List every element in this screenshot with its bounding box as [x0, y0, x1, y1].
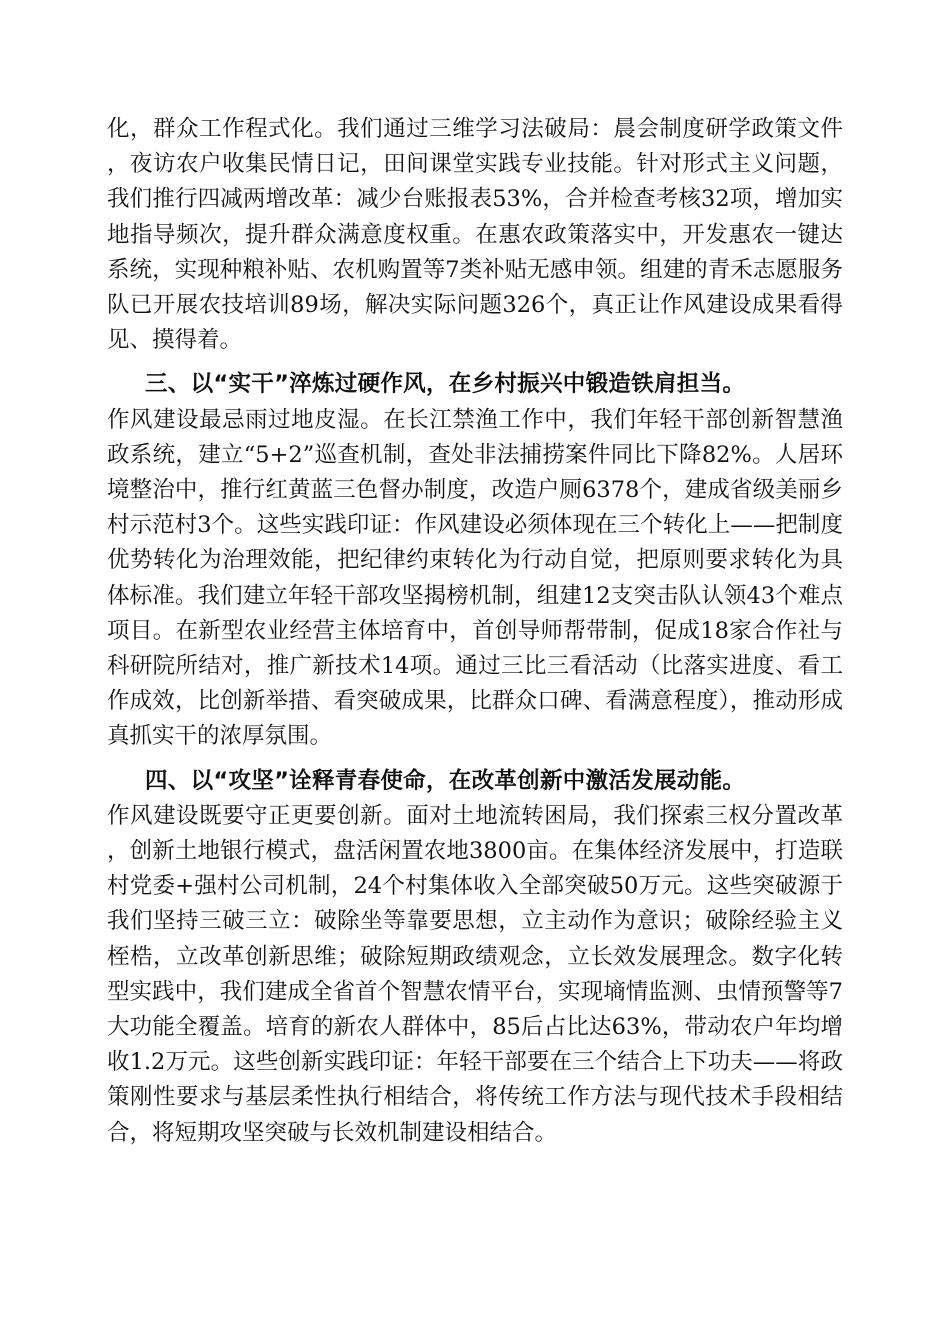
section-three	[107, 367, 843, 754]
section-four	[107, 764, 843, 1151]
section-heading-three: 三、以“实干”淬炼过硬作风，在乡村振兴中锻造铁肩担当。	[145, 371, 746, 398]
document-page	[107, 112, 843, 1160]
section-body-three: 作风建设最忌雨过地皮湿。在长江禁渔工作中，我们年轻干部创新智慧渔政系统，建立“5+2”巡查机制，查处非法捕捞案件同比下降82%。人居环境整治中，推行红黄蓝三色督办制度，改造户厕6378个，建成省级美丽乡村示范村3个。这些实践印证：作风建设必须体现在三个转化上——把制度优势转化为治理效能，把纪律约束转化为行动自觉，把原则要求转化为具体标准。我们建立年轻干部攻坚揭榜机制，组建12支突击队认领43个难点项目。在新型农业经营主体培育中，首创导师帮带制，促成18家合作社与科研院所结对，推广新技术14项。通过三比三看活动（比落实进度、看工作成效，比创新举措、看突破成果，比群众口碑、看满意程度），推动形成真抓实干的浓厚氛围。	[107, 406, 843, 750]
section-heading-four: 四、以“攻坚”诠释青春使命，在改革创新中激活发展动能。	[145, 767, 746, 794]
section-body-four: 作风建设既要守正更要创新。面对土地流转困局，我们探索三权分置改革，创新土地银行模式，盘活闲置农地3800亩。在集体经济发展中，打造联村党委+强村公司机制，24个村集体收入全部突破50万元。这些突破源于我们坚持三破三立：破除坐等靠要思想，立主动作为意识；破除经验主义桎梏，立改革创新思维；破除短期政绩观念，立长效发展理念。数字化转型实践中，我们建成全省首个智慧农情平台，实现墒情监测、虫情预警等7大功能全覆盖。培育的新农人群体中，85后占比达63%，带动农户年均增收1.2万元。这些创新实践印证：年轻干部要在三个结合上下功夫——将政策刚性要求与基层柔性执行相结合，将传统工作方法与现代技术手段相结合，将短期攻坚突破与长效机制建设相结合。	[107, 802, 843, 1146]
paragraph-continued: 化，群众工作程式化。我们通过三维学习法破局：晨会制度研学政策文件，夜访农户收集民情日记，田间课堂实践专业技能。针对形式主义问题，我们推行四减两增改革：减少台账报表53%，合并检查考核32项，增加实地指导频次，提升群众满意度权重。在惠农政策落实中，开发惠农一键达系统，实现种粮补贴、农机购置等7类补贴无感申领。组建的青禾志愿服务队已开展农技培训89场，解决实际问题326个，真正让作风建设成果看得见、摸得着。	[107, 116, 843, 354]
